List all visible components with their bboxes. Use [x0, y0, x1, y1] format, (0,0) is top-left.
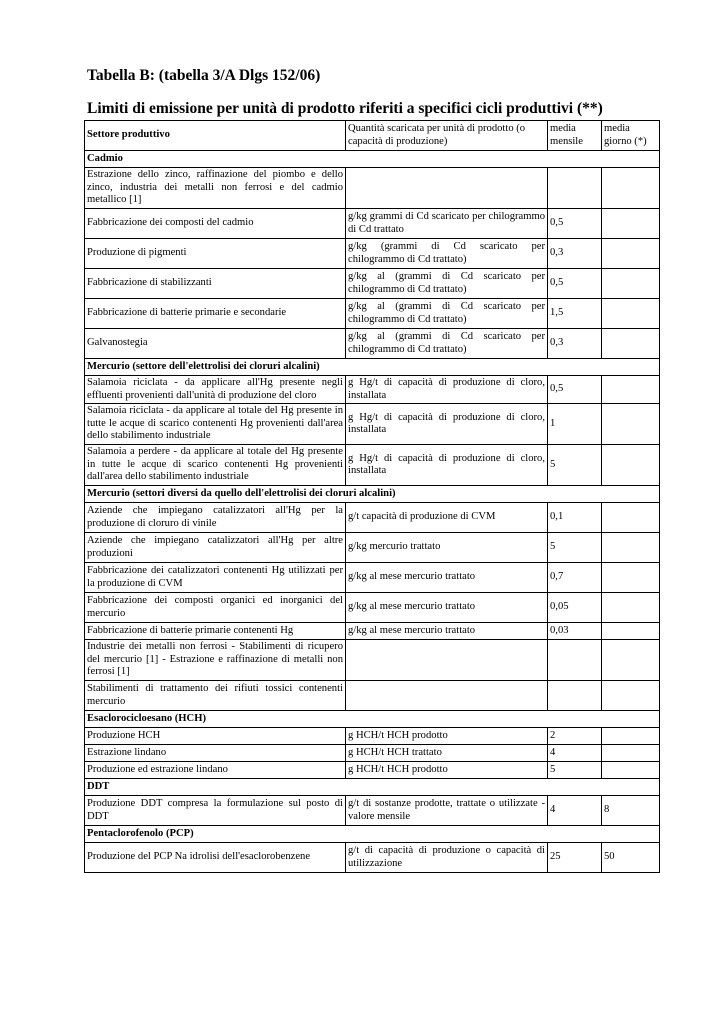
sector-cell: Aziende che impiegano catalizzatori all'Hg per la produzione di cloruro di vinile — [85, 503, 346, 533]
table-row — [85, 640, 660, 681]
monthly-mean-cell — [548, 168, 602, 209]
table-row — [85, 728, 660, 745]
section-header-row — [85, 711, 660, 728]
section-title: Cadmio — [85, 151, 660, 168]
quantity-cell — [346, 640, 548, 681]
sector-cell: Salamoia riciclata - da applicare al totale del Hg presente in tutte le acque di scarico contenenti Hg provenienti dall'area dello stabilimento industriale — [85, 404, 346, 445]
table-row — [85, 168, 660, 209]
quantity-cell: g Hg/t di capacità di produzione di cloro, installata — [346, 445, 548, 486]
quantity-cell: g/t di sostanze prodotte, trattate o utilizzate - valore mensile — [346, 796, 548, 826]
sector-cell: Fabbricazione dei composti organici ed inorganici del mercurio — [85, 593, 346, 623]
column-header-daily-mean: media giorno (*) — [602, 121, 660, 151]
monthly-mean-cell: 0,7 — [548, 563, 602, 593]
quantity-cell: g HCH/t HCH trattato — [346, 745, 548, 762]
table-row — [85, 762, 660, 779]
daily-mean-cell — [602, 533, 660, 563]
daily-mean-cell — [602, 329, 660, 359]
sector-cell: Aziende che impiegano catalizzatori all'Hg per altre produzioni — [85, 533, 346, 563]
table-row — [85, 533, 660, 563]
daily-mean-cell — [602, 168, 660, 209]
daily-mean-cell — [602, 239, 660, 269]
sector-cell: Salamoia riciclata - da applicare all'Hg presente negli effluenti provenienti dall'unità di produzione del cloro — [85, 376, 346, 404]
table-subtitle: Limiti di emissione per unità di prodotto riferiti a specifici cicli produttivi (**) — [87, 100, 603, 117]
monthly-mean-cell: 5 — [548, 445, 602, 486]
daily-mean-cell — [602, 376, 660, 404]
table-row — [85, 239, 660, 269]
section-header-row — [85, 826, 660, 843]
daily-mean-cell — [602, 681, 660, 711]
table-row — [85, 299, 660, 329]
table-row — [85, 445, 660, 486]
daily-mean-cell — [602, 640, 660, 681]
daily-mean-cell — [602, 563, 660, 593]
monthly-mean-cell: 0,03 — [548, 623, 602, 640]
quantity-cell: g/t capacità di produzione di CVM — [346, 503, 548, 533]
table-row — [85, 269, 660, 299]
monthly-mean-cell: 0,5 — [548, 269, 602, 299]
sector-cell: Estrazione lindano — [85, 745, 346, 762]
quantity-cell: g HCH/t HCH prodotto — [346, 762, 548, 779]
emission-limits-table — [84, 120, 660, 873]
monthly-mean-cell: 0,5 — [548, 376, 602, 404]
table-row — [85, 376, 660, 404]
sector-cell: Fabbricazione dei composti del cadmio — [85, 209, 346, 239]
daily-mean-cell — [602, 445, 660, 486]
quantity-cell: g Hg/t di capacità di produzione di cloro, installata — [346, 376, 548, 404]
monthly-mean-cell: 1,5 — [548, 299, 602, 329]
sector-cell: Industrie dei metalli non ferrosi - Stabilimenti di ricupero del mercurio [1] - Estrazione e raffinazione di metalli non ferrosi [1] — [85, 640, 346, 681]
column-header-monthly-mean: media mensile — [548, 121, 602, 151]
daily-mean-cell — [602, 728, 660, 745]
table-row — [85, 623, 660, 640]
monthly-mean-cell — [548, 681, 602, 711]
daily-mean-cell — [602, 404, 660, 445]
table-row — [85, 681, 660, 711]
section-header-row — [85, 151, 660, 168]
monthly-mean-cell: 0,5 — [548, 209, 602, 239]
sector-cell: Produzione del PCP Na idrolisi dell'esaclorobenzene — [85, 843, 346, 873]
quantity-cell — [346, 681, 548, 711]
sector-cell: Salamoia a perdere - da applicare al totale del Hg presente in tutte le acque di scarico contenenti Hg provenienti dall'area dello stabilimento industriale — [85, 445, 346, 486]
section-header-row — [85, 359, 660, 376]
monthly-mean-cell: 0,3 — [548, 239, 602, 269]
section-title: Mercurio (settore dell'elettrolisi dei cloruri alcalini) — [85, 359, 660, 376]
quantity-cell: g/kg grammi di Cd scaricato per chilogrammo di Cd trattato — [346, 209, 548, 239]
quantity-cell: g/kg mercurio trattato — [346, 533, 548, 563]
sector-cell: Produzione di pigmenti — [85, 239, 346, 269]
daily-mean-cell — [602, 209, 660, 239]
monthly-mean-cell: 5 — [548, 533, 602, 563]
quantity-cell: g HCH/t HCH prodotto — [346, 728, 548, 745]
daily-mean-cell — [602, 762, 660, 779]
table-row — [85, 843, 660, 873]
table-row — [85, 404, 660, 445]
table-row — [85, 209, 660, 239]
quantity-cell: g/kg al (grammi di Cd scaricato per chilogrammo di Cd trattato) — [346, 329, 548, 359]
sector-cell: Stabilimenti di trattamento dei rifiuti tossici contenenti mercurio — [85, 681, 346, 711]
sector-cell: Estrazione dello zinco, raffinazione del piombo e dello zinco, industria dei metalli non ferrosi e del cadmio metallico [1] — [85, 168, 346, 209]
daily-mean-cell — [602, 503, 660, 533]
sector-cell: Fabbricazione dei catalizzatori contenenti Hg utilizzati per la produzione di CVM — [85, 563, 346, 593]
sector-cell: Fabbricazione di batterie primarie contenenti Hg — [85, 623, 346, 640]
monthly-mean-cell: 4 — [548, 796, 602, 826]
quantity-cell: g/kg al (grammi di Cd scaricato per chilogrammo di Cd trattato) — [346, 299, 548, 329]
quantity-cell: g/kg al mese mercurio trattato — [346, 593, 548, 623]
monthly-mean-cell: 2 — [548, 728, 602, 745]
monthly-mean-cell: 0,3 — [548, 329, 602, 359]
section-title: Esaclorocicloesano (HCH) — [85, 711, 660, 728]
daily-mean-cell — [602, 623, 660, 640]
section-title: Pentaclorofenolo (PCP) — [85, 826, 660, 843]
monthly-mean-cell: 25 — [548, 843, 602, 873]
quantity-cell — [346, 168, 548, 209]
sector-cell: Produzione ed estrazione lindano — [85, 762, 346, 779]
sector-cell: Galvanostegia — [85, 329, 346, 359]
daily-mean-cell: 50 — [602, 843, 660, 873]
table-body — [85, 151, 660, 873]
monthly-mean-cell: 5 — [548, 762, 602, 779]
table-row — [85, 329, 660, 359]
table-row — [85, 796, 660, 826]
quantity-cell: g/kg al mese mercurio trattato — [346, 563, 548, 593]
table-title: Tabella B: (tabella 3/A Dlgs 152/06) — [87, 67, 321, 84]
daily-mean-cell — [602, 269, 660, 299]
column-header-sector: Settore produttivo — [85, 121, 346, 151]
monthly-mean-cell — [548, 640, 602, 681]
section-title: Mercurio (settori diversi da quello dell'elettrolisi dei cloruri alcalini) — [85, 486, 660, 503]
sector-cell: Fabbricazione di batterie primarie e secondarie — [85, 299, 346, 329]
quantity-cell: g/kg (grammi di Cd scaricato per chilogrammo di Cd trattato) — [346, 239, 548, 269]
sector-cell: Produzione DDT compresa la formulazione sul posto di DDT — [85, 796, 346, 826]
table-header-row — [85, 121, 660, 151]
daily-mean-cell — [602, 745, 660, 762]
quantity-cell: g Hg/t di capacità di produzione di cloro, installata — [346, 404, 548, 445]
monthly-mean-cell: 4 — [548, 745, 602, 762]
monthly-mean-cell: 0,1 — [548, 503, 602, 533]
quantity-cell: g/kg al (grammi di Cd scaricato per chilogrammo di Cd trattato) — [346, 269, 548, 299]
sector-cell: Fabbricazione di stabilizzanti — [85, 269, 346, 299]
table-row — [85, 593, 660, 623]
section-header-row — [85, 486, 660, 503]
daily-mean-cell — [602, 299, 660, 329]
table-row — [85, 503, 660, 533]
sector-cell: Produzione HCH — [85, 728, 346, 745]
table-row — [85, 563, 660, 593]
quantity-cell: g/t di capacità di produzione o capacità di utilizzazione — [346, 843, 548, 873]
section-header-row — [85, 779, 660, 796]
table-row — [85, 745, 660, 762]
quantity-cell: g/kg al mese mercurio trattato — [346, 623, 548, 640]
column-header-quantity: Quantità scaricata per unità di prodotto (o capacità di produzione) — [346, 121, 548, 151]
monthly-mean-cell: 0,05 — [548, 593, 602, 623]
section-title: DDT — [85, 779, 660, 796]
monthly-mean-cell: 1 — [548, 404, 602, 445]
daily-mean-cell — [602, 593, 660, 623]
daily-mean-cell: 8 — [602, 796, 660, 826]
